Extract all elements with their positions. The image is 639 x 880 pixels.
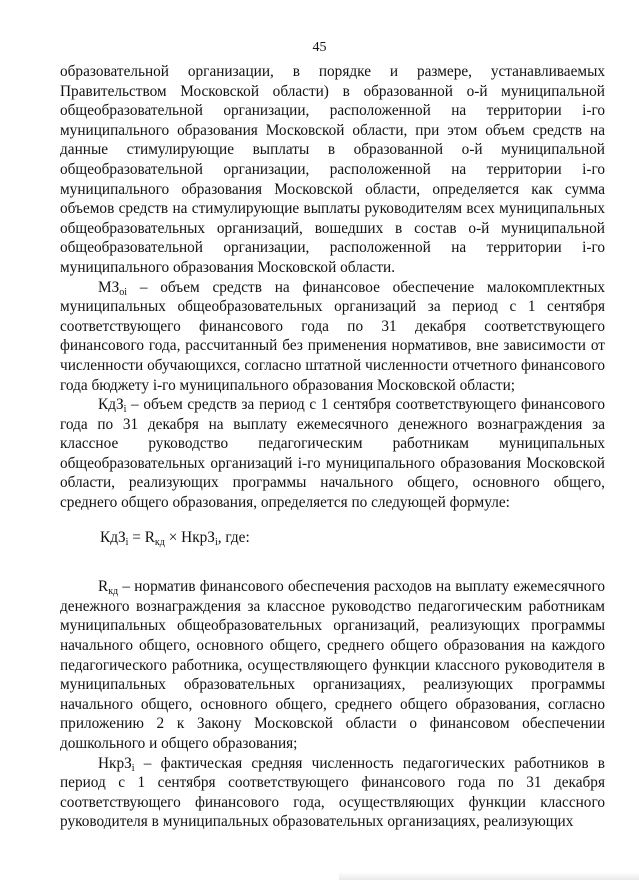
- document-body: [60, 62, 605, 832]
- page-number: 45: [312, 40, 327, 55]
- scan-edge-shadow: [339, 872, 639, 880]
- formula-lhs: КдЗ: [100, 528, 126, 546]
- term-nkrz-subscript: i: [131, 762, 135, 774]
- paragraph-nkrz-definition: [60, 754, 605, 832]
- nkrz-definition-text: – фактическая средняя численность педагогических работников в период с 1 сентября соответствующего финансового года по 31 декабря соответствующего финансового года, осуществляющих функции классного руководителя в муниципальных образовательных организациях, реализующих: [60, 754, 605, 831]
- formula-tail: , где:: [217, 528, 250, 546]
- term-rkd: R: [98, 578, 109, 596]
- mz-definition-text: – объем средств на финансовое обеспечение малокомплектных муниципальных общеобразовательных организаций за период с 1 сентября соответствующего финансового года по 31 декабря соответствующего финансового года, рассчитанный без применения нормативов, вне зависимости от численности обучающихся, согласно штатной численности отчетного финансового года бюджету i-го муниципального образования Московской области;: [60, 278, 605, 394]
- term-nkrz: НкрЗ: [98, 754, 132, 772]
- formula-equals-r: = R: [128, 528, 155, 546]
- term-kdz: КдЗ: [98, 396, 124, 414]
- paragraph-rkd-definition: [60, 577, 605, 753]
- paragraph-kdz-definition: [60, 395, 605, 513]
- formula: [60, 528, 605, 548]
- formula-r-subscript: кд: [154, 536, 165, 548]
- term-mz-subscript: оi: [119, 286, 128, 298]
- term-rkd-subscript: кд: [108, 586, 119, 598]
- kdz-definition-text: – объем средств за период с 1 сентября соответствующего финансового года по 31 декабря на выплату ежемесячного денежного вознаграждения за классное руководство педагогическим работникам муниципальных общеобразовательных организаций i-го муниципального образования Московской области, реализующих программы начального общего, основного общего, среднего общего образования, определяется по следующей формуле:: [60, 396, 605, 512]
- formula-times-nkrz: × НкрЗ: [164, 528, 215, 546]
- term-kdz-subscript: i: [123, 404, 127, 416]
- rkd-definition-text: – норматив финансового обеспечения расходов на выплату ежемесячного денежного вознаграждения за классное руководство педагогическим работникам муниципальных общеобразовательных организаций, реализующих программы начального общего, основного общего, среднего общего образования на каждого педагогического работника, осуществляющего функции классного руководителя в муниципальных образовательных организациях, реализующих программы начального общего, основного общего, среднего общего образования, согласно приложению 2 к Закону Московской области о финансовом обеспечении дошкольного и общего образования;: [60, 578, 605, 752]
- formula-lhs-subscript: i: [125, 536, 129, 548]
- term-mz: МЗ: [98, 278, 120, 296]
- paragraph-1: образовательной организации, в порядке и размере, устанавливаемых Правительством Московской области) в образованной о-й муниципальной общеобразовательной организации, расположенной на территории i-го муниципального образования Московской области, при этом объем средств на данные стимулирующие выплаты в образованной о-й муниципальной общеобразовательной организации, расположенной на территории i-го муниципального образования Московской области, определяется как сумма объемов средств на стимулирующие выплаты руководителям всех муниципальных общеобразовательных организаций, вошедших в состав о-й муниципальной общеобразовательной организации, расположенной на территории i-го муниципального образования Московской области.: [60, 63, 605, 276]
- formula-rhs-subscript: i: [214, 536, 218, 548]
- paragraph-mz-definition: [60, 278, 605, 396]
